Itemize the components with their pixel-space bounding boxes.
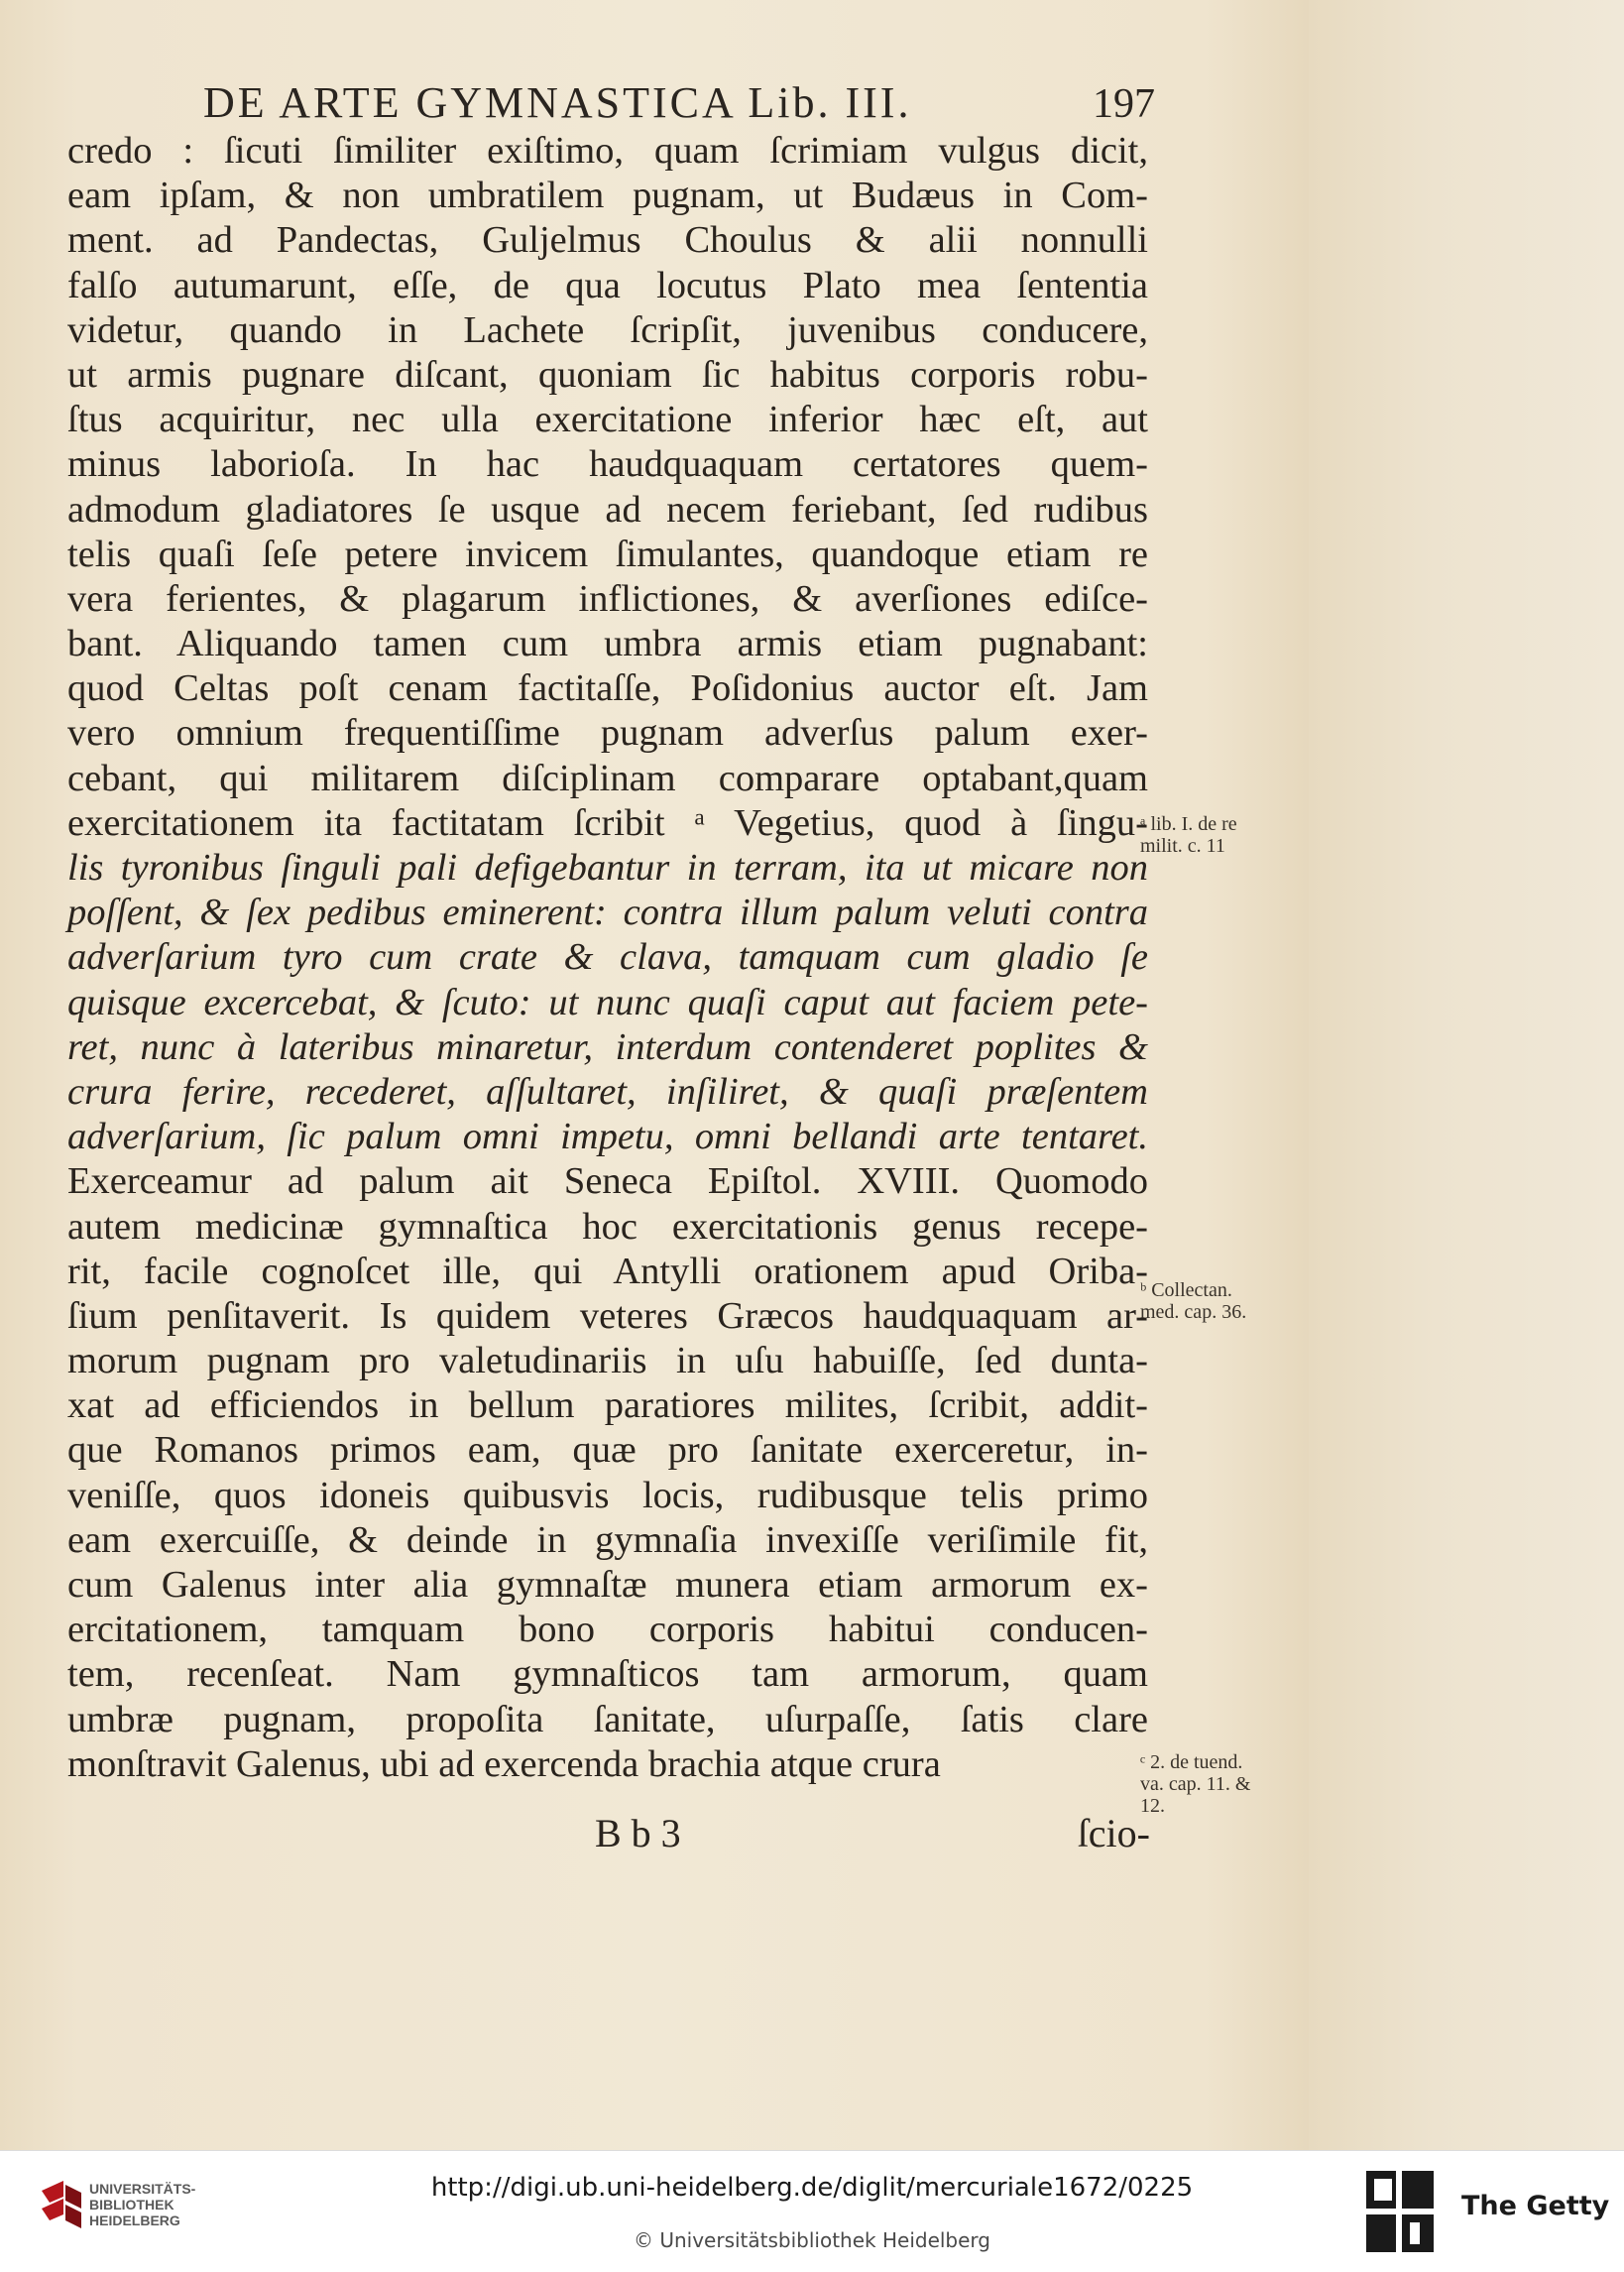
text-line: umbræ pugnam, propoſita ſanitate, uſurpaſſe, ſatis clare xyxy=(67,1698,1148,1740)
text-line: bant. Aliquando tamen cum umbra armis etiam pugnabant: xyxy=(67,623,1148,665)
quoted-line: lis tyronibus ſinguli pali defigebantur in terram, ita ut micare non xyxy=(67,847,1148,889)
text-line: exercitationem ita factitatam ſcribit ᵃ Vegetius, quod à ſingu- xyxy=(67,801,1148,844)
text-line: monſtravit Galenus, ubi ad exercenda brachia atque crura xyxy=(67,1742,941,1785)
permalink-url[interactable]: http://digi.ub.uni-heidelberg.de/diglit/mercuriale1672/0225 xyxy=(430,2173,1194,2203)
catchline xyxy=(595,1810,1150,1856)
marginal-note-line: ᵃ lib. I. de re xyxy=(1140,813,1237,835)
text-line: eam exercuiſſe, & deinde in gymnaſia invexiſſe veriſimile fit, xyxy=(67,1518,1148,1561)
marginal-note-c xyxy=(1140,1751,1314,1817)
text-line: minus laborioſa. In hac haudquaquam certatores quem- xyxy=(67,443,1148,486)
marginal-note-b xyxy=(1140,1279,1314,1323)
text-line: eam ipſam, & non umbratilem pugnam, ut Budæus in Com- xyxy=(67,175,1148,217)
text-line: falſo autumarunt, eſſe, de qua locutus Plato mea ſententia xyxy=(67,264,1148,306)
text-line: ment. ad Pandectas, Guljelmus Choulus & alii nonnulli xyxy=(67,219,1148,262)
marginal-note-line: va. cap. 11. & xyxy=(1140,1773,1251,1795)
quoted-line: poſſent, & ſex pedibus eminerent: contra illum palum veluti contra xyxy=(67,892,1148,934)
text-line: morum pugnam pro valetudinariis in uſu habuiſſe, ſed dunta- xyxy=(67,1340,1148,1382)
running-head xyxy=(203,77,1155,128)
page-edge xyxy=(1309,0,1624,2150)
text-line: veniſſe, quos idoneis quibusvis locis, rudibusque telis primo xyxy=(67,1474,1148,1516)
text-line: autem medicinæ gymnaſtica hoc exercitationis genus recepe- xyxy=(67,1205,1148,1248)
text-line: ſtus acquiritur, nec ulla exercitatione inferior hæc eſt, aut xyxy=(67,399,1148,441)
marginal-note-a xyxy=(1140,813,1314,857)
text-line: ſium penſitaverit. Is quidem veteres Græcos haudquaquam ar- xyxy=(67,1294,1148,1337)
text-line: Exerceamur ad palum ait Seneca Epiſtol. XVIII. Quomodo xyxy=(67,1160,1148,1203)
text-line: cebant, qui militarem diſciplinam comparare optabant,quam xyxy=(67,757,1148,799)
text-line: rit, facile cognoſcet ille, qui Antylli orationem apud Oriba- xyxy=(67,1250,1148,1292)
marginal-note-line: 12. xyxy=(1140,1795,1165,1817)
marginal-note-line: med. cap. 36. xyxy=(1140,1301,1247,1323)
getty-logo-icon xyxy=(1364,2169,1436,2254)
page-number: 197 xyxy=(1093,81,1155,127)
marginal-note-line: ᶜ 2. de tuend. xyxy=(1140,1751,1243,1773)
university-library-name: UNIVERSITÄTS- BIBLIOTHEK HEIDELBERG xyxy=(89,2181,196,2228)
text-line: ercitationem, tamquam bono corporis habitui conducen- xyxy=(67,1609,1148,1651)
text-line: que Romanos primos eam, quæ pro ſanitate exerceretur, in- xyxy=(67,1429,1148,1472)
main-text xyxy=(67,129,1148,1787)
marginal-note-line: ᵇ Collectan. xyxy=(1140,1279,1232,1301)
marginal-note-line: milit. c. 11 xyxy=(1140,835,1225,857)
text-line: quod Celtas poſt cenam factitaſſe, Poſidonius auctor eſt. Jam xyxy=(67,667,1148,710)
quoted-line: crura ferire, recederet, aſſultaret, inſiliret, & quaſi præſentem xyxy=(67,1070,1148,1113)
text-line: vero omnium frequentiſſime pugnam adverſus palum exer- xyxy=(67,712,1148,755)
running-title: DE ARTE GYMNASTICA Lib. III. xyxy=(203,78,912,127)
quoted-line: ret, nunc à lateribus minaretur, interdum contenderet poplites & xyxy=(67,1025,1148,1068)
text-line: xat ad efficiendos in bellum paratiores milites, ſcribit, addit- xyxy=(67,1384,1148,1427)
text-line: videtur, quando in Lachete ſcripſit, juvenibus conducere, xyxy=(67,308,1148,351)
signature-mark: B b 3 xyxy=(595,1811,681,1855)
viewer-footer xyxy=(0,2150,1624,2272)
quoted-line: quisque excercebat, & ſcuto: ut nunc quaſi caput aut faciem pete- xyxy=(67,981,1148,1023)
text-line: admodum gladiatores ſe usque ad necem feriebant, ſed rudibus xyxy=(67,488,1148,531)
quoted-line: adverſarium tyro cum crate & clava, tamquam cum gladio ſe xyxy=(67,936,1148,979)
text-line: ut armis pugnare diſcant, quoniam ſic habitus corporis robu- xyxy=(67,353,1148,396)
partner-name: The Getty xyxy=(1461,2191,1610,2221)
catchword: ſcio- xyxy=(1077,1811,1150,1855)
text-line: vera ferientes, & plagarum inflictiones, & averſiones ediſce- xyxy=(67,577,1148,620)
text-line: cum Galenus inter alia gymnaſtæ munera etiam armorum ex- xyxy=(67,1564,1148,1606)
copyright-notice: © Universitätsbibliothek Heidelberg xyxy=(633,2228,990,2252)
text-line: credo : ſicuti ſimiliter exiſtimo, quam ſcrimiam vulgus dicit, xyxy=(67,130,1148,172)
text-line: telis quaſi ſeſe petere invicem ſimulantes, quandoque etiam re xyxy=(67,533,1148,575)
quoted-line: adverſarium, ſic palum omni impetu, omni bellandi arte tentaret. xyxy=(67,1116,1148,1158)
text-line: tem, recenſeat. Nam gymnaſticos tam armorum, quam xyxy=(67,1653,1148,1696)
